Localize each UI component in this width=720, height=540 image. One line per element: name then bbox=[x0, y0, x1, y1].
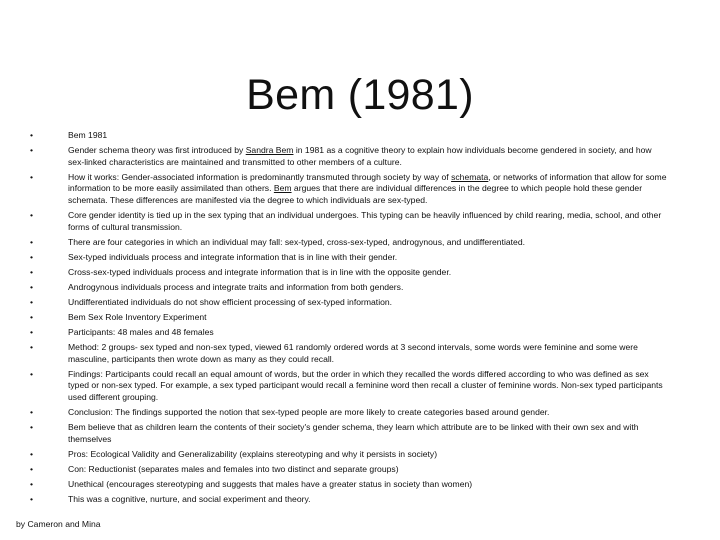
bullet-item bbox=[30, 422, 670, 445]
bullet-text bbox=[68, 422, 670, 445]
bullet-text bbox=[68, 282, 670, 294]
bullet-item bbox=[30, 312, 670, 324]
text-run: Participants: 48 males and 48 females bbox=[68, 326, 214, 337]
text-run: Bem believe that as children learn the contents of their society's gender schema, they learn which attribute are to be linked with their own sex and with themselves bbox=[68, 421, 639, 444]
text-run: This was a cognitive, nurture, and social experiment and theory. bbox=[68, 493, 311, 504]
text-run: Bem Sex Role Inventory Experiment bbox=[68, 311, 207, 322]
text-run: Bem 1981 bbox=[68, 130, 108, 140]
bullet-text bbox=[68, 145, 670, 168]
bullet-item bbox=[30, 494, 670, 506]
bullet-item bbox=[30, 145, 670, 168]
bullet-marker: • bbox=[30, 463, 34, 474]
bullet-marker: • bbox=[30, 341, 34, 352]
text-run: argues that there are individual differences in the degree to which people hold these gender schemata. These differences are manifested via the degree to which individuals are sex-typed. bbox=[68, 183, 643, 206]
text-run: Conclusion: The findings supported the notion that sex-typed people are more likely to create categories based around gender. bbox=[68, 406, 550, 417]
text-run: How it works: Gender-associated information is predominantly transmuted through society by way of bbox=[68, 171, 452, 182]
text-run: Gender schema theory was first introduced by bbox=[68, 145, 246, 155]
bullet-text bbox=[68, 342, 670, 365]
bullet-marker: • bbox=[30, 296, 34, 307]
text-run: Unethical (encourages stereotyping and suggests that males have a greater status in society than women) bbox=[68, 478, 473, 489]
bullet-item bbox=[30, 369, 670, 404]
bullet-marker: • bbox=[30, 311, 34, 322]
bullet-text bbox=[68, 327, 670, 339]
bullet-item bbox=[30, 327, 670, 339]
text-run: Cross-sex-typed individuals process and integrate information that is in line with the opposite gender. bbox=[68, 266, 452, 277]
bullet-marker: • bbox=[30, 421, 34, 432]
bullet-marker: • bbox=[30, 478, 34, 489]
inline-link[interactable]: Bem bbox=[273, 183, 292, 194]
bullet-item bbox=[30, 172, 670, 207]
text-run: Undifferentiated individuals do not show efficient processing of sex-typed information. bbox=[68, 296, 393, 307]
bullet-marker: • bbox=[30, 171, 34, 182]
bullet-item bbox=[30, 210, 670, 233]
bullet-item bbox=[30, 130, 670, 142]
bullet-marker: • bbox=[30, 210, 34, 221]
bullet-item bbox=[30, 237, 670, 249]
bullet-text bbox=[68, 237, 670, 249]
bullet-text bbox=[68, 172, 670, 207]
bullet-item bbox=[30, 342, 670, 365]
bullet-text bbox=[68, 369, 670, 404]
text-run: Sex-typed individuals process and integrate information that is in line with their gender. bbox=[68, 251, 398, 262]
bullet-text bbox=[68, 252, 670, 264]
bullet-text bbox=[68, 210, 670, 233]
bullet-marker: • bbox=[30, 406, 34, 417]
bullet-item bbox=[30, 449, 670, 461]
bullet-marker: • bbox=[30, 145, 34, 155]
bullet-item bbox=[30, 267, 670, 279]
bullet-marker: • bbox=[30, 251, 34, 262]
bullet-item bbox=[30, 282, 670, 294]
bullet-text bbox=[68, 479, 670, 491]
bullet-text bbox=[68, 494, 670, 506]
text-run: Core gender identity is tied up in the sex typing that an individual undergoes. This typing can be heavily influenced by child rearing, media, school, and other forms of cultural transmission. bbox=[68, 210, 662, 232]
bullet-text bbox=[68, 130, 670, 142]
text-run: Androgynous individuals process and integrate traits and information from both genders. bbox=[68, 281, 404, 292]
bullet-item bbox=[30, 407, 670, 419]
inline-link[interactable]: schemata bbox=[451, 171, 489, 182]
text-run: Method: 2 groups- sex typed and non-sex typed, viewed 61 randomly ordered words at 3 second intervals, some words were feminine and some were masculine, participants then wrote down as many as they could recall. bbox=[68, 341, 638, 364]
bullet-marker: • bbox=[30, 130, 34, 140]
bullet-marker: • bbox=[30, 368, 34, 379]
text-run: Con: Reductionist (separates males and females into two distinct and separate groups) bbox=[68, 463, 399, 474]
bullet-marker: • bbox=[30, 236, 34, 247]
bullet-text bbox=[68, 464, 670, 476]
text-run: There are four categories in which an individual may fall: sex-typed, cross-sex-typed, androgynous, and undifferentiated. bbox=[68, 236, 525, 247]
bullet-item bbox=[30, 297, 670, 309]
slide-title: Bem (1981) bbox=[246, 70, 474, 119]
text-run: Findings: Participants could recall an equal amount of words, but the order in which they recalled the words differed according to who was defined as sex typed or non-sex typed. For example, a sex typed participant would recall a feminine word then recall a cluster of feminine words. Non-sex typed participants used different grouping. bbox=[68, 368, 663, 402]
bullet-text bbox=[68, 312, 670, 324]
slide-footer: by Cameron and Mina bbox=[16, 519, 101, 529]
bullet-text bbox=[68, 407, 670, 419]
bullet-item bbox=[30, 479, 670, 491]
bullet-marker: • bbox=[30, 326, 34, 337]
text-run: , or networks of information that allow for some information to be more easily assimilated than others. bbox=[68, 171, 667, 194]
bullet-item bbox=[30, 464, 670, 476]
bullet-marker: • bbox=[30, 493, 34, 504]
text-run: Pros: Ecological Validity and Generalizability (explains stereotyping and why it persists in society) bbox=[68, 448, 438, 459]
bullet-list bbox=[30, 130, 670, 509]
bullet-text bbox=[68, 297, 670, 309]
bullet-marker: • bbox=[30, 281, 34, 292]
bullet-text bbox=[68, 449, 670, 461]
bullet-marker: • bbox=[30, 448, 34, 459]
bullet-marker: • bbox=[30, 266, 34, 277]
bullet-text bbox=[68, 267, 670, 279]
inline-link[interactable]: Sandra Bem bbox=[245, 145, 294, 155]
text-run: in 1981 as a cognitive theory to explain how individuals become gendered in society, and how sex-linked characteristics are maintained and transmitted to other members of a culture. bbox=[68, 145, 652, 167]
bullet-item bbox=[30, 252, 670, 264]
